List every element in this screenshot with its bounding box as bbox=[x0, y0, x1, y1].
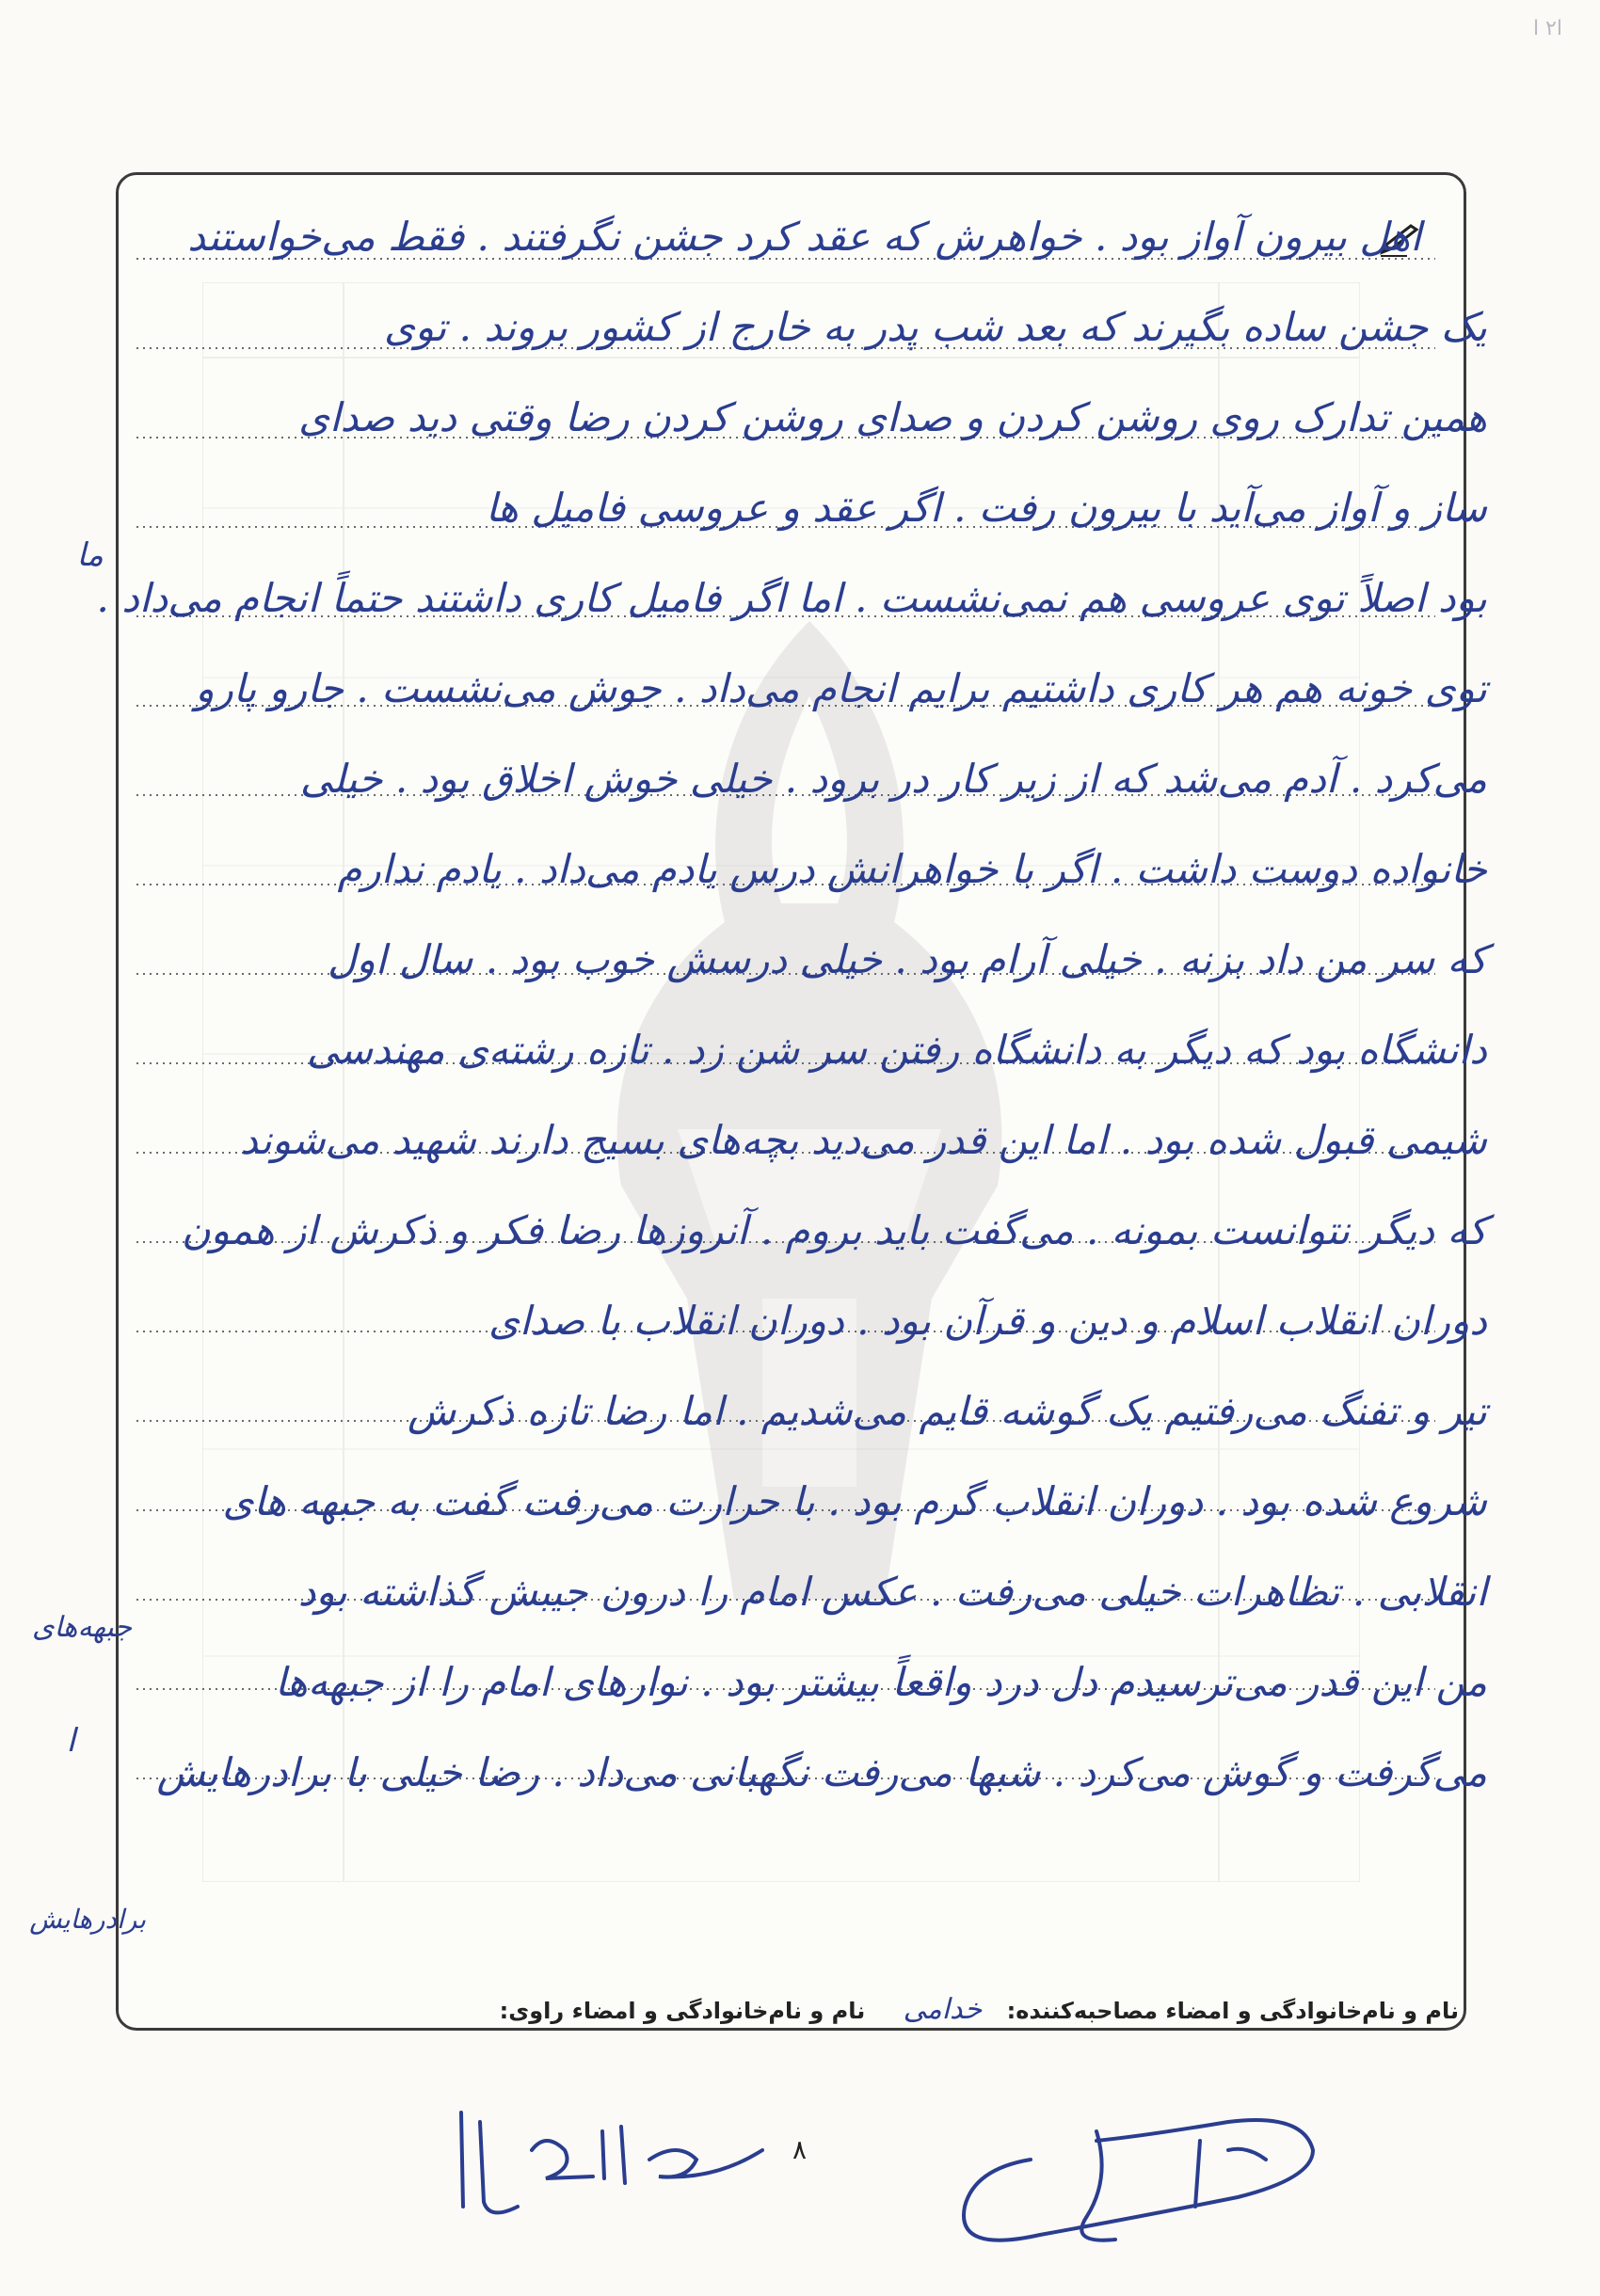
handwritten-line: اهل بیرون آواز بود . خواهرش که عقد کرد جشن نگرفتند . فقط می‌خواستند bbox=[187, 214, 1421, 260]
page-number: ۸ bbox=[792, 2134, 808, 2165]
form-footer bbox=[141, 1993, 1459, 2026]
handwritten-line: من این قدر می‌ترسیدم دل درد واقعاً بیشتر بود . نوارهای امام را از جبهه‌ها bbox=[275, 1659, 1487, 1705]
page-corner-mark: ﺍ۲ ﺍ bbox=[1532, 17, 1562, 40]
handwritten-line: می‌گرفت و گوش می‌کرد . شبها می‌رفت نگهبانی می‌داد . رضا خیلی با برادرهایش bbox=[156, 1749, 1487, 1795]
narrator-label: نام و نام‌خانوادگی و امضاء راوی: bbox=[499, 1998, 866, 2024]
handwritten-line: بود اصلاً توی عروسی هم نمی‌نشست . اما اگر فامیل کاری داشتند حتماً انجام می‌داد . bbox=[96, 575, 1487, 621]
handwritten-line: که سر من داد بزنه . خیلی آرام بود . خیلی درسش خوب بود . سال اول bbox=[328, 936, 1487, 982]
handwritten-line: ساز و آواز می‌آید با بیرون رفت . اگر عقد و عروسی فامیل ها bbox=[485, 485, 1487, 531]
interviewer-label: نام و نام‌خانوادگی و امضاء مصاحبه‌کننده: bbox=[1006, 1998, 1459, 2024]
margin-note: برادرهایش bbox=[29, 1904, 146, 1935]
handwritten-line: خانواده دوست داشت . اگر با خواهرانش درس یادم می‌داد . یادم ندارم bbox=[337, 846, 1487, 892]
handwritten-line: تیر و تفنگ می‌رفتیم یک گوشه قایم می‌شدیم . اما رضا تازه ذکرش bbox=[408, 1388, 1487, 1434]
margin-note: جبهه‌های bbox=[32, 1611, 132, 1644]
handwritten-line: انقلابی . تظاهرات خیلی می‌رفت . عکس امام را درون جیبش گذاشته بود bbox=[297, 1569, 1487, 1615]
handwritten-line: شیمی قبول شده بود . اما این قدر می‌دید بچه‌های بسیج دارند شهید می‌شوند bbox=[240, 1117, 1487, 1163]
handwritten-line: شروع شده بود . دوران انقلاب گرم بود . با حرارت می‌رفت گفت به جبهه های bbox=[222, 1478, 1487, 1524]
handwritten-line: همین تدارک روی روشن کردن و صدای روشن کردن رضا وقتی دید صدای bbox=[298, 394, 1487, 440]
handwritten-line: که دیگر نتوانست بمونه . می‌گفت باید بروم . آنروزها رضا فکر و ذکرش از همون bbox=[181, 1207, 1487, 1253]
handwritten-line: می‌کرد . آدم می‌شد که از زیر کار در برود . خیلی خوش اخلاق بود . خیلی bbox=[299, 756, 1487, 802]
interviewer-signature-scribble bbox=[955, 2094, 1322, 2258]
margin-note: ما bbox=[76, 536, 104, 574]
handwritten-line: یک جشن ساده بگیرند که بعد شب پدر به خارج از کشور بروند . توی bbox=[384, 304, 1487, 350]
margin-note: ا bbox=[66, 1722, 75, 1760]
handwritten-line: توی خونه هم هر کاری داشتیم برایم انجام می‌داد . جوش می‌نشست . جارو پارو bbox=[195, 665, 1487, 711]
handwritten-line: دانشگاه بود که دیگر به دانشگاه رفتن سر شن زد . تازه رشته‌ی مهندسی bbox=[306, 1027, 1487, 1073]
narrator-signature-scribble bbox=[442, 2094, 781, 2225]
handwritten-line: دوران انقلاب اسلام و دین و قرآن بود . دوران انقلاب با صدای bbox=[488, 1298, 1487, 1344]
interviewer-signature: خدامی bbox=[903, 1993, 983, 2026]
